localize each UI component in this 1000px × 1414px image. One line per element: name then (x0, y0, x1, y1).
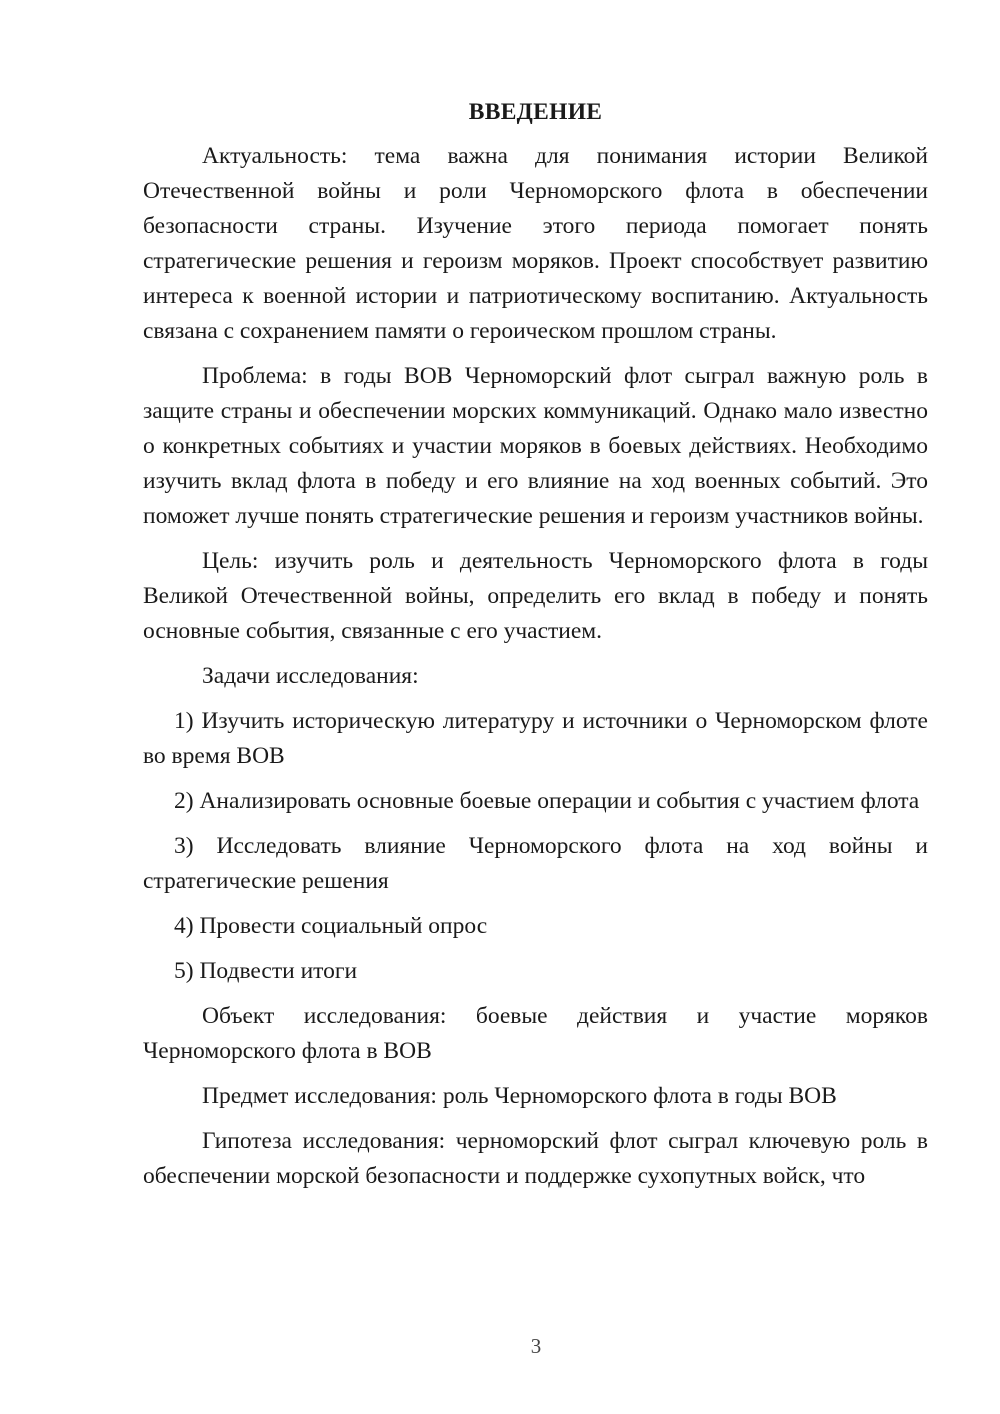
document-body (143, 95, 928, 1204)
relevance-paragraph: Актуальность: тема важна для понимания истории Великой Отечественной войны и роли Черноморского флота в обеспечении безопасности страны. Изучение этого периода помогает понять стратегические решения и героизм моряков. Проект способствует развитию интереса к военной истории и патриотическому воспитанию. Актуальность связана с сохранением памяти о героическом прошлом страны. (143, 143, 928, 344)
object-paragraph: Объект исследования: боевые действия и участие моряков Черноморского флота в ВОВ (143, 1003, 928, 1064)
page-title: ВВЕДЕНИЕ (468, 99, 603, 125)
task-item: 3) Исследовать влияние Черноморского флота на ход войны и стратегические решения (143, 833, 928, 894)
problem-paragraph: Проблема: в годы ВОВ Черноморский флот сыграл важную роль в защите страны и обеспечении морских коммуникаций. Однако мало известно о конкретных событиях и участии моряков в боевых действиях. Необходимо изучить вклад флота в победу и его влияние на ход военных событий. Это поможет лучше понять стратегические решения и героизм участников войны. (143, 363, 928, 529)
task-item: 2) Анализировать основные боевые операции и события с участием флота (174, 788, 920, 814)
task-item: 1) Изучить историческую литературу и источники о Черноморском флоте во время ВОВ (143, 708, 928, 769)
hypothesis-paragraph: Гипотеза исследования: черноморский флот сыграл ключевую роль в обеспечении морской безопасности и поддержке сухопутных войск, что (143, 1128, 928, 1189)
tasks-heading: Задачи исследования: (202, 663, 419, 689)
subject-paragraph: Предмет исследования: роль Черноморского флота в годы ВОВ (202, 1083, 837, 1109)
task-item: 5) Подвести итоги (174, 958, 358, 984)
goal-paragraph: Цель: изучить роль и деятельность Черноморского флота в годы Великой Отечественной войны, определить его вклад в победу и понять основные события, связанные с его участием. (143, 548, 928, 644)
page-number: 3 (530, 1334, 542, 1358)
task-item: 4) Провести социальный опрос (174, 913, 488, 939)
